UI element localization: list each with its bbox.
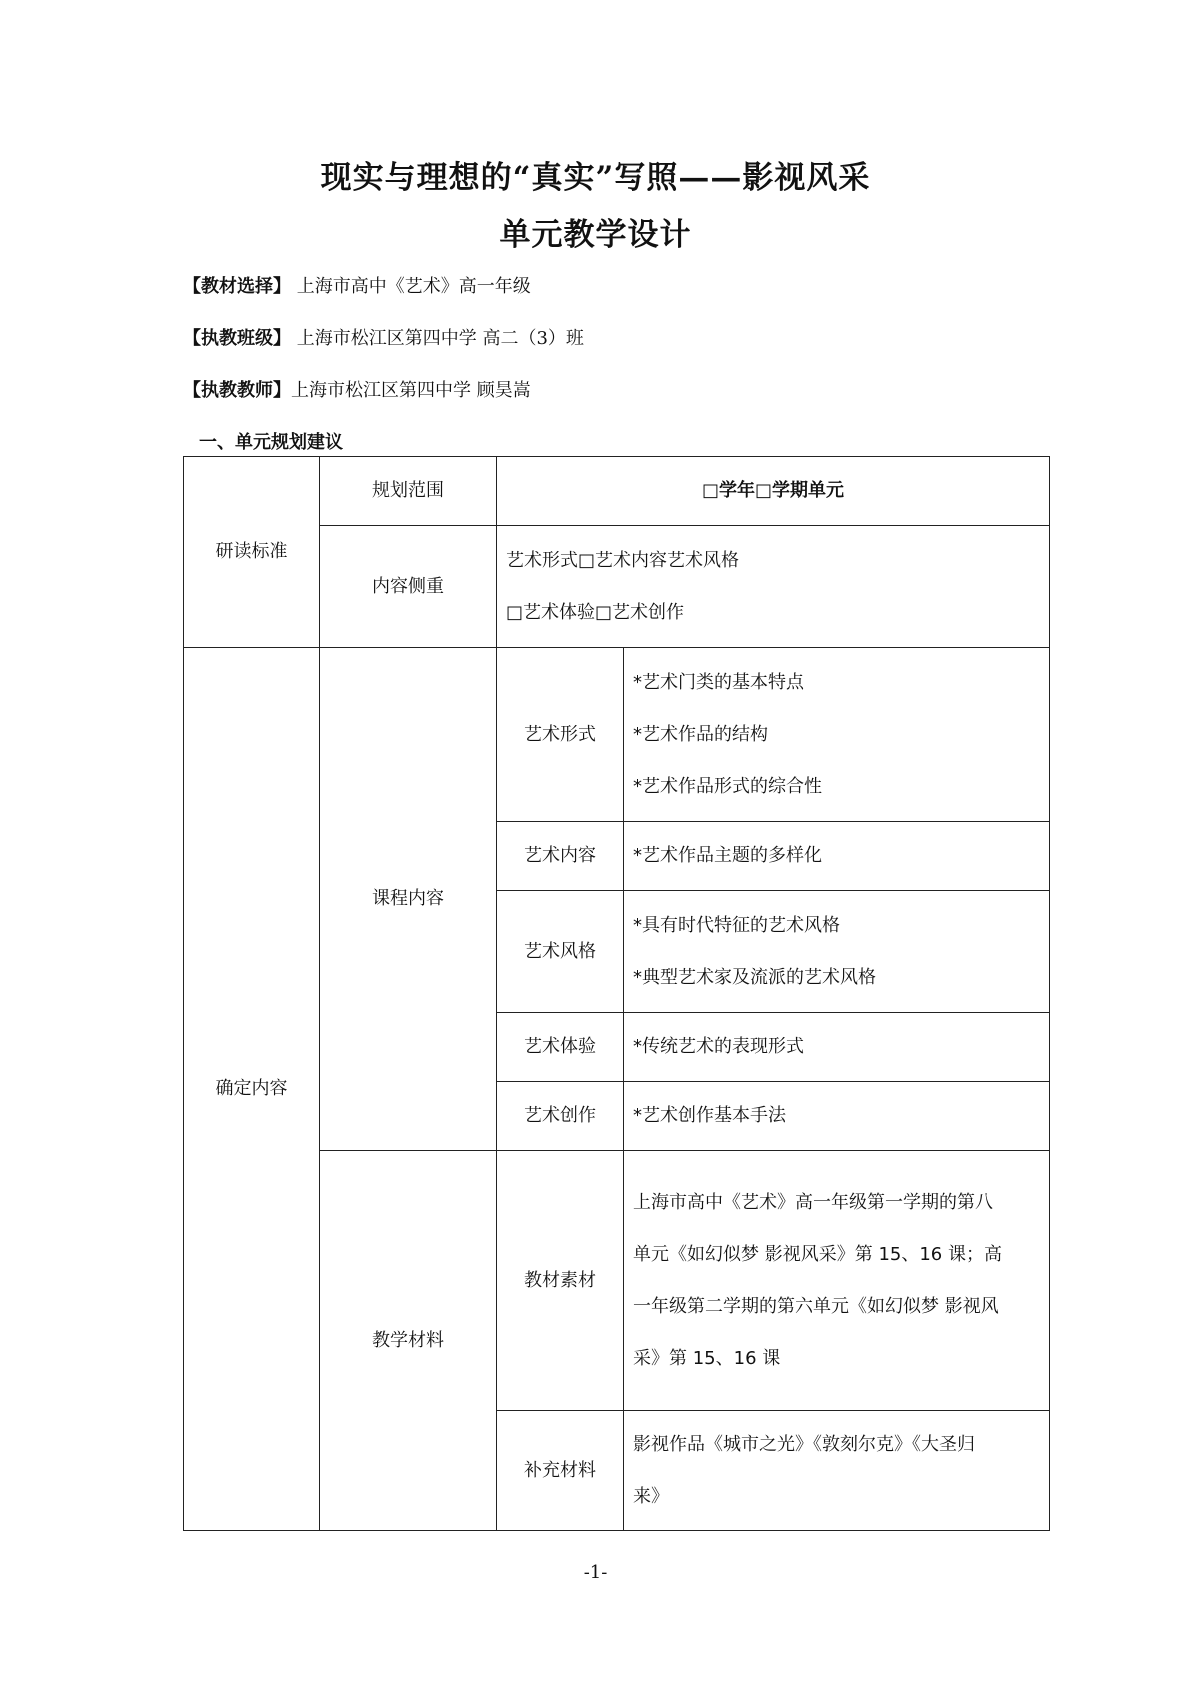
cell-textbook-material-label: 教材素材 (497, 1151, 624, 1411)
cell-art-creation-items (624, 1082, 1050, 1151)
cell-teaching-materials: 教学材料 (320, 1151, 497, 1531)
meta-teacher-value: 上海市松江区第四中学 顾昊嵩 (291, 380, 531, 401)
document-subtitle: 单元教学设计 (499, 217, 692, 253)
section-heading-planning: 一、单元规划建议 (199, 432, 343, 453)
cell-art-form-label: 艺术形式 (497, 648, 624, 822)
meta-class-label: 【执教班级】 (183, 328, 291, 349)
list-item: *艺术作品的结构 (633, 723, 768, 745)
page-number: -1- (583, 1562, 608, 1583)
text-line: 来》 (633, 1485, 669, 1507)
unit-planning-table (183, 456, 1050, 1531)
cell-art-form-items (624, 648, 1050, 822)
meta-class (183, 324, 584, 350)
cell-art-style-label: 艺术风格 (497, 891, 624, 1013)
cell-content-focus-value (497, 526, 1050, 648)
text-line: 影视作品《城市之光》《敦刻尔克》《大圣归 (633, 1433, 975, 1455)
cell-content-focus-label: 内容侧重 (320, 526, 497, 648)
text-line: 单元《如幻似梦 影视风采》第 15、16 课；高 (633, 1243, 1002, 1265)
meta-class-value: 上海市松江区第四中学 高二（3）班 (291, 328, 584, 349)
cell-supplementary-label: 补充材料 (497, 1411, 624, 1531)
cell-art-creation-label: 艺术创作 (497, 1082, 624, 1151)
list-item: *具有时代特征的艺术风格 (633, 914, 840, 936)
list-item: *艺术门类的基本特点 (633, 671, 804, 693)
list-item: *典型艺术家及流派的艺术风格 (633, 966, 876, 988)
meta-textbook-value: 上海市高中《艺术》高一年级 (291, 276, 531, 297)
cell-supplementary-text (624, 1411, 1050, 1531)
cell-art-experience-items (624, 1013, 1050, 1082)
cell-art-experience-label: 艺术体验 (497, 1013, 624, 1082)
list-item: *艺术作品形式的综合性 (633, 775, 822, 797)
text-line: 一年级第二学期的第六单元《如幻似梦 影视风 (633, 1295, 999, 1317)
cell-determine-content: 确定内容 (184, 648, 320, 1531)
cell-plan-scope-label: 规划范围 (320, 457, 497, 526)
list-item: *传统艺术的表现形式 (633, 1036, 804, 1057)
text-line: 采》第 15、16 课 (633, 1347, 781, 1369)
list-item: *艺术创作基本手法 (633, 1105, 786, 1126)
cell-art-style-items (624, 891, 1050, 1013)
document-title: 现实与理想的“真实”写照——影视风采 (320, 160, 871, 196)
meta-textbook (183, 272, 531, 298)
content-focus-line: □艺术体验□艺术创作 (506, 601, 685, 623)
meta-textbook-label: 【教材选择】 (183, 276, 291, 297)
cell-textbook-material-text (624, 1151, 1050, 1411)
text-line: 上海市高中《艺术》高一年级第一学期的第八 (633, 1191, 993, 1213)
cell-art-content-items (624, 822, 1050, 891)
content-focus-line: 艺术形式□艺术内容艺术风格 (506, 549, 740, 571)
cell-art-content-label: 艺术内容 (497, 822, 624, 891)
meta-teacher-label: 【执教教师】 (183, 380, 291, 401)
list-item: *艺术作品主题的多样化 (633, 845, 822, 866)
meta-teacher (183, 376, 531, 402)
cell-plan-scope-value: □学年□学期单元 (497, 457, 1050, 526)
cell-course-content: 课程内容 (320, 648, 497, 1151)
cell-study-standard: 研读标准 (184, 457, 320, 648)
